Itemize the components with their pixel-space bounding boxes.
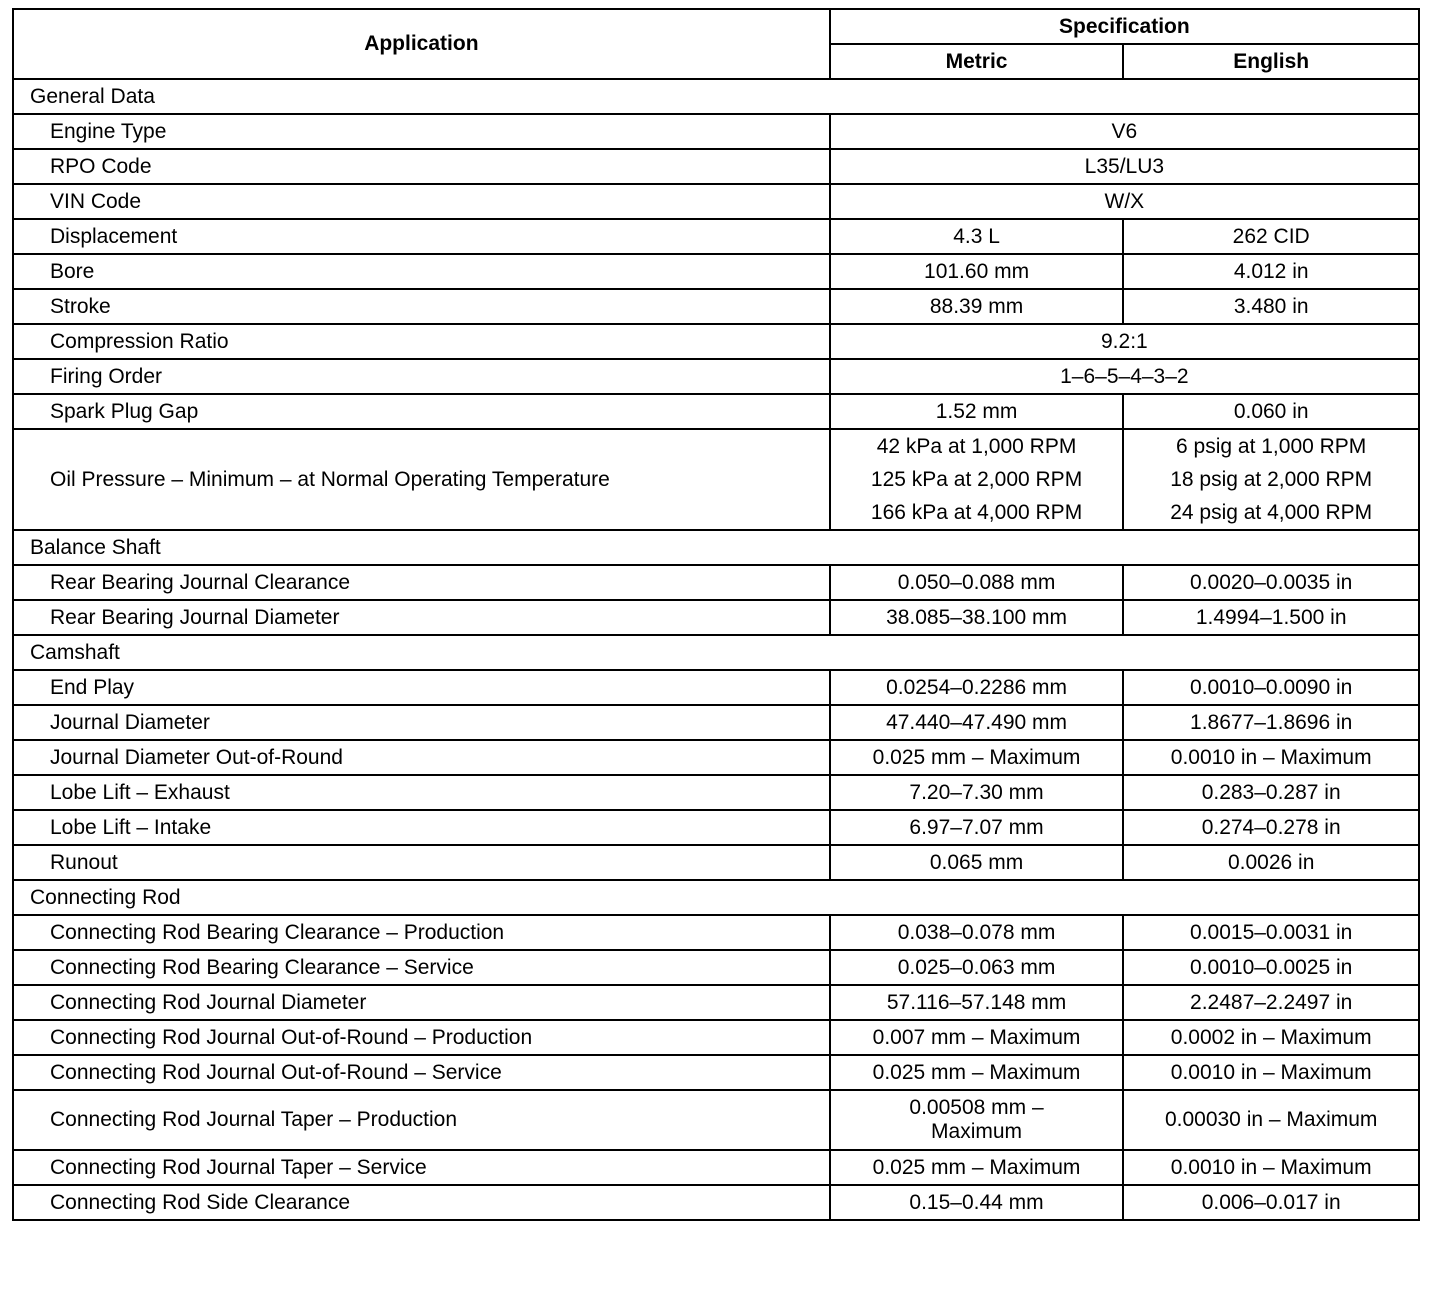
metric-value [830,1055,1124,1090]
table-row [13,985,1419,1020]
metric-value [830,289,1124,324]
value-line: 2.2487–2.2497 in [1190,991,1353,1014]
value-line: 4.3 L [953,225,1000,248]
header-metric: Metric [830,44,1124,79]
english-value [1123,1055,1419,1090]
application-cell: Connecting Rod Journal Out-of-Round – Service [13,1055,830,1090]
application-cell: Connecting Rod Journal Out-of-Round – Production [13,1020,830,1055]
value-line: 1.52 mm [935,400,1018,423]
metric-value [830,985,1124,1020]
value-line: 0.0010–0.0025 in [1190,956,1353,979]
application-cell: Connecting Rod Journal Taper – Production [13,1090,830,1150]
table-row [13,740,1419,775]
metric-value [830,670,1124,705]
metric-value [830,845,1124,880]
header-application: Application [13,9,830,79]
table-row [13,845,1419,880]
metric-value [830,915,1124,950]
value-line: 0.038–0.078 mm [897,921,1056,944]
engine-specifications-table [12,8,1420,1221]
value-line: 0.050–0.088 mm [897,571,1056,594]
value-line: 0.0020–0.0035 in [1190,571,1353,594]
specification-value: 9.2:1 [830,324,1419,359]
value-line: 38.085–38.100 mm [886,606,1068,629]
value-line: 0.0010 in – Maximum [1170,1061,1372,1084]
english-value [1123,1185,1419,1220]
value-line: 0.00030 in – Maximum [1164,1108,1378,1131]
english-value [1123,670,1419,705]
section-row [13,880,1419,915]
value-line: 0.025 mm – Maximum [872,746,1081,769]
application-cell: Connecting Rod Bearing Clearance – Service [13,950,830,985]
metric-value [830,1185,1124,1220]
specification-value: L35/LU3 [830,149,1419,184]
application-cell: Firing Order [13,359,830,394]
english-value [1123,915,1419,950]
application-cell: Connecting Rod Bearing Clearance – Production [13,915,830,950]
specification-value: W/X [830,184,1419,219]
table-row [13,324,1419,359]
table-row [13,114,1419,149]
value-line: 88.39 mm [929,295,1024,318]
application-cell: End Play [13,670,830,705]
table-row [13,429,1419,530]
application-cell: VIN Code [13,184,830,219]
english-value [1123,705,1419,740]
metric-value [830,810,1124,845]
value-line: 0.0010 in – Maximum [1170,746,1372,769]
section-label: Connecting Rod [13,880,1419,915]
table-row [13,1090,1419,1150]
table-row [13,1020,1419,1055]
specification-value: 1–6–5–4–3–2 [830,359,1419,394]
section-label: Balance Shaft [13,530,1419,565]
value-line: 1.8677–1.8696 in [1190,711,1353,734]
value-line: 0.0254–0.2286 mm [886,676,1068,699]
value-line: 0.025 mm – Maximum [872,1061,1081,1084]
value-line: 0.0002 in – Maximum [1170,1026,1372,1049]
english-value [1123,1150,1419,1185]
table-row [13,950,1419,985]
application-cell: Lobe Lift – Intake [13,810,830,845]
table-row [13,359,1419,394]
value-line: 0.0015–0.0031 in [1190,921,1353,944]
table-body [13,79,1419,1220]
value-line: 262 CID [1232,225,1310,248]
english-value [1123,565,1419,600]
table-row [13,670,1419,705]
table-row [13,705,1419,740]
english-value [1123,219,1419,254]
value-line: 0.007 mm – Maximum [872,1026,1081,1049]
application-cell: Connecting Rod Journal Diameter [13,985,830,1020]
application-cell: Rear Bearing Journal Clearance [13,565,830,600]
metric-value [830,254,1124,289]
table-row [13,775,1419,810]
value-line: 18 psig at 2,000 RPM [1170,468,1373,491]
table-row [13,600,1419,635]
value-line: 6.97–7.07 mm [909,816,1044,839]
application-cell: Stroke [13,289,830,324]
english-value [1123,740,1419,775]
english-value [1123,600,1419,635]
header-specification: Specification [830,9,1419,44]
table-row [13,1185,1419,1220]
section-row [13,79,1419,114]
metric-value [830,219,1124,254]
value-line: 6 psig at 1,000 RPM [1176,435,1367,458]
value-line: 57.116–57.148 mm [886,991,1067,1014]
metric-value [830,1090,1124,1150]
specification-value: V6 [830,114,1419,149]
value-line: Maximum [931,1120,1023,1143]
value-line: 0.0026 in [1227,851,1315,874]
english-value [1123,1090,1419,1150]
table-row [13,219,1419,254]
english-value [1123,950,1419,985]
section-row [13,635,1419,670]
table-row [13,810,1419,845]
table-row [13,184,1419,219]
application-cell: Runout [13,845,830,880]
application-cell: Compression Ratio [13,324,830,359]
metric-value [830,394,1124,429]
application-cell: Rear Bearing Journal Diameter [13,600,830,635]
value-line: 0.283–0.287 in [1201,781,1341,804]
table-row [13,1055,1419,1090]
metric-value [830,950,1124,985]
section-label: General Data [13,79,1419,114]
table-row [13,394,1419,429]
table-row [13,149,1419,184]
english-value [1123,845,1419,880]
value-line: 24 psig at 4,000 RPM [1170,501,1373,524]
metric-value [830,429,1124,530]
value-line: 0.15–0.44 mm [909,1191,1044,1214]
table-row [13,254,1419,289]
table-row [13,915,1419,950]
metric-value [830,740,1124,775]
value-line: 4.012 in [1233,260,1309,283]
metric-value [830,1020,1124,1055]
value-line: 0.00508 mm – [909,1096,1044,1119]
english-value [1123,985,1419,1020]
metric-value [830,705,1124,740]
value-line: 0.006–0.017 in [1201,1191,1341,1214]
value-line: 166 kPa at 4,000 RPM [870,501,1083,524]
application-cell: Engine Type [13,114,830,149]
application-cell: Displacement [13,219,830,254]
english-value [1123,429,1419,530]
value-line: 3.480 in [1233,295,1309,318]
value-line: 101.60 mm [924,260,1030,283]
application-cell: Journal Diameter [13,705,830,740]
header-english: English [1123,44,1419,79]
value-line: 0.0010 in – Maximum [1170,1156,1372,1179]
section-row [13,530,1419,565]
application-cell: Bore [13,254,830,289]
value-line: 125 kPa at 2,000 RPM [870,468,1083,491]
application-cell: Connecting Rod Journal Taper – Service [13,1150,830,1185]
value-line: 0.0010–0.0090 in [1190,676,1353,699]
metric-value [830,1150,1124,1185]
english-value [1123,810,1419,845]
value-line: 1.4994–1.500 in [1195,606,1347,629]
value-line: 0.025–0.063 mm [897,956,1056,979]
value-line: 0.060 in [1233,400,1309,423]
value-line: 0.025 mm – Maximum [872,1156,1081,1179]
application-cell: Oil Pressure – Minimum – at Normal Operating Temperature [13,429,830,530]
value-line: 0.274–0.278 in [1201,816,1341,839]
table-row [13,289,1419,324]
value-line: 47.440–47.490 mm [886,711,1068,734]
value-line: 0.065 mm [929,851,1024,874]
value-line: 7.20–7.30 mm [909,781,1044,804]
application-cell: RPO Code [13,149,830,184]
application-cell: Connecting Rod Side Clearance [13,1185,830,1220]
table-row [13,565,1419,600]
application-cell: Journal Diameter Out-of-Round [13,740,830,775]
value-line: 42 kPa at 1,000 RPM [876,435,1077,458]
metric-value [830,775,1124,810]
metric-value [830,600,1124,635]
application-cell: Lobe Lift – Exhaust [13,775,830,810]
english-value [1123,254,1419,289]
metric-value [830,565,1124,600]
english-value [1123,1020,1419,1055]
table-row [13,1150,1419,1185]
application-cell: Spark Plug Gap [13,394,830,429]
section-label: Camshaft [13,635,1419,670]
english-value [1123,289,1419,324]
english-value [1123,775,1419,810]
english-value [1123,394,1419,429]
